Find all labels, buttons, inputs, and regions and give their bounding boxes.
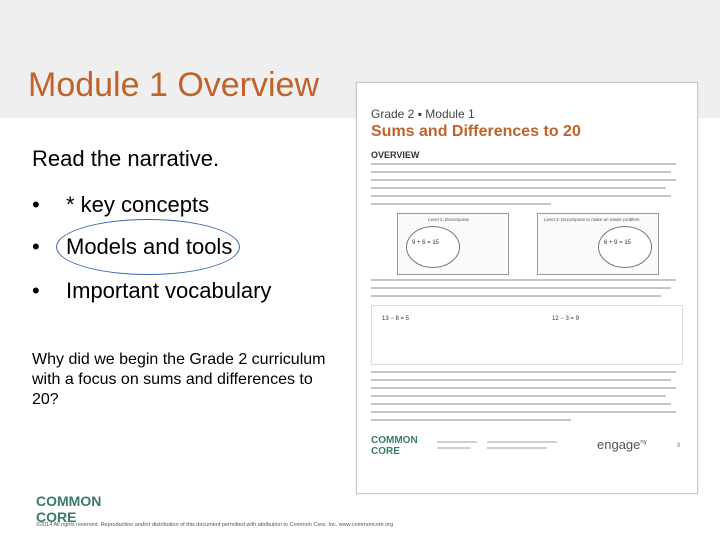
module-overview-document [356,82,698,494]
bullet-key-concepts [32,192,209,218]
doc-text-line [371,403,671,405]
bullet-marker: • [32,278,40,303]
bullet-vocabulary [32,278,271,304]
doc-text-line [371,419,571,421]
doc-overview-heading: OVERVIEW [371,150,420,160]
doc-grade-line: Grade 2 ▪ Module 1 [371,107,475,121]
bullet-text: Models and tools [66,234,233,259]
common-core-logo: COMMON CORE [36,493,102,525]
narrative-instruction: Read the narrative. [32,146,220,171]
doc-text-line [371,295,661,297]
doc-footer-text [487,447,547,449]
doc-text-line [371,387,676,389]
copyright-notice: ©2014 All rights reserved. Reproduction and/or distribution of this document permitted with attribution to Common Core, Inc. www.commoncore.org [36,522,394,528]
doc-text-line [371,395,666,397]
doc-text-line [371,171,671,173]
engageny-logo: engage$^{ny}$ [597,437,647,452]
bullet-marker: • [32,192,40,217]
bullet-text: * key concepts [66,192,210,217]
bullet-text: Important vocabulary [66,278,272,303]
doc-text-line [371,411,676,413]
highlight-ellipse [56,219,240,275]
doc-footer-text [487,441,557,443]
discussion-question: Why did we begin the Grade 2 curriculum with a focus on sums and differences to 20? [32,351,326,408]
doc-text-line [371,195,671,197]
doc-illustration-right: Level 3: Decompose to make an easier problem 6 + 9 = 15 [537,213,659,275]
doc-text-line [371,179,676,181]
slide-title: Module 1 Overview [28,66,320,104]
doc-footer-text [437,441,477,443]
doc-illustration-left: Level 2: Decompose 9 + 6 = 15 [397,213,509,275]
doc-text-line [371,163,676,165]
doc-text-line [371,379,671,381]
doc-footer-text [437,447,471,449]
doc-text-line [371,187,666,189]
doc-text-line [371,279,676,281]
doc-title: Sums and Differences to 20 [371,123,581,140]
doc-common-core-logo: COMMON CORE [371,435,418,457]
doc-text-line [371,203,551,205]
doc-text-line [371,287,671,289]
bullet-marker: • [32,234,40,259]
doc-text-line [371,371,676,373]
doc-page-number: 8 [677,443,681,449]
doc-equation-examples: 13 − 8 = 5 12 − 3 = 9 [371,305,683,365]
